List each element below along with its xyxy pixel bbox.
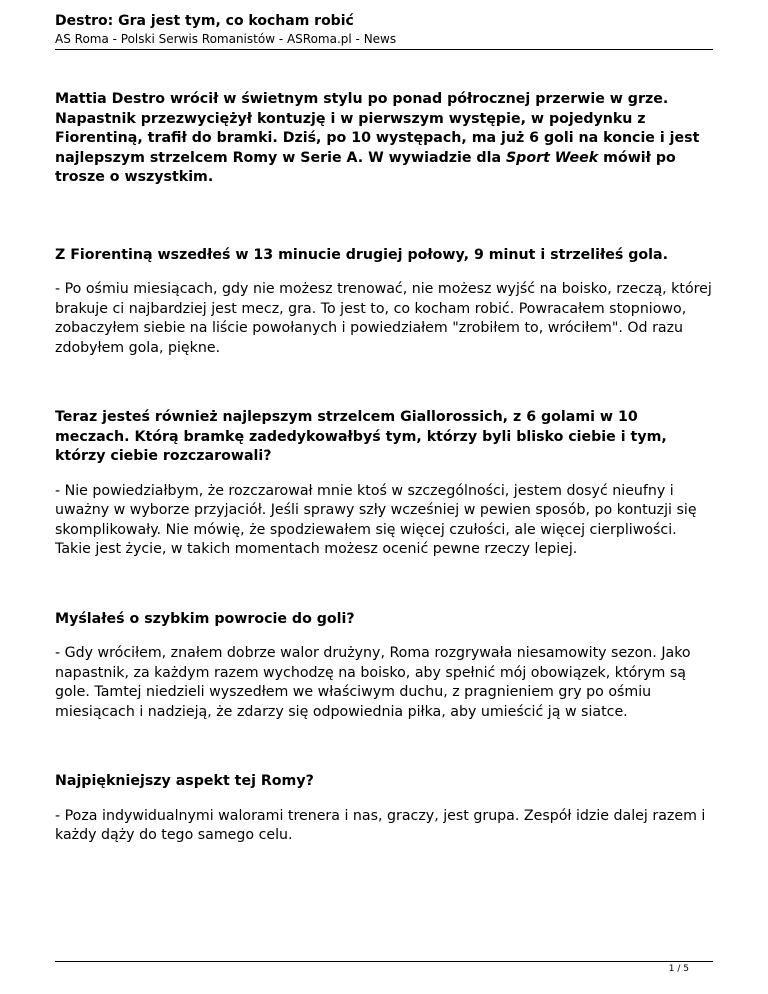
interview-answer: - Poza indywidualnymi walorami trenera i nas, graczy, jest grupa. Zespół idzie dalej razem i każdy dąży do tego samego celu. — [55, 807, 706, 843]
interview-answer: - Po ośmiu miesiącach, gdy nie możesz trenować, nie możesz wyjść na boisko, rzeczą, której brakuje ci najbardziej jest mecz, gra. To jest to, co kocham robić. Powracałem stopniowo, zobaczyłem siebie na liście powołanych i powiedziałem "zrobiłem to, wróciłem". Od razu zdobyłem gola, piękne. — [55, 281, 712, 356]
qa-item — [55, 610, 715, 723]
qa-item — [55, 408, 715, 560]
lead-text-end: mówił po trosze o wszystkim. — [55, 149, 676, 185]
page-number: 1 / 5 — [668, 964, 689, 974]
interview-question: Najpiękniejszy aspekt tej Romy? — [55, 773, 314, 789]
page-header — [55, 12, 713, 50]
qa-item — [55, 772, 715, 846]
footer-divider — [55, 961, 713, 962]
page-footer — [55, 961, 713, 974]
article-lead — [55, 90, 715, 188]
header-divider — [55, 49, 713, 50]
article-body — [55, 90, 715, 846]
site-subtitle: AS Roma - Polski Serwis Romanistów - ASRoma.pl - News — [55, 32, 397, 46]
interview-question: Z Fiorentiną wszedłeś w 13 minucie drugiej połowy, 9 minut i strzeliłeś gola. — [55, 246, 668, 263]
interview-question: Teraz jesteś również najlepszym strzelcem Giallorossich, z 6 golami w 10 meczach. Którą bramkę zadedykowałbyś tym, którzy byli blisko ciebie i tym, którzy ciebie rozczarowali? — [55, 409, 667, 464]
magazine-name: Sport Week — [505, 149, 599, 166]
interview-answer: - Nie powiedziałbym, że rozczarował mnie ktoś w szczególności, jestem dosyć nieufny i uważny w wyborze przyjaciół. Jeśli sprawy szły wcześniej w pewien sposób, po kontuzji się skomplikowały. Nie mówię, że spodziewałem się więcej czułości, ale więcej cierpliwości. Takie jest życie, w takich momentach możesz ocenić pewne rzeczy lepiej. — [55, 482, 697, 557]
page-title: Destro: Gra jest tym, co kocham robić — [55, 13, 354, 29]
qa-item — [55, 246, 715, 359]
interview-question: Myślałeś o szybkim powrocie do goli? — [55, 610, 355, 627]
interview-answer: - Gdy wróciłem, znałem dobrze walor drużyny, Roma rozgrywała niesamowity sezon. Jako napastnik, za każdym razem wychodzę na boisko, aby spełnić mój obowiązek, którym są gole. Tamtej niedzieli wyszedłem we właściwym duchu, z pragnieniem gry po ośmiu miesiącach i nadzieją, że zdarzy się odpowiednia piłka, aby umieścić ją w siatce. — [55, 645, 691, 720]
lead-text-start: Mattia Destro wrócił w świetnym stylu po ponad półrocznej przerwie w grze. Napastnik przezwyciężył kontuzję i w pierwszym występie, w pojedynku z Fiorentiną, trafił do bramki. Dziś, po 10 występach, ma już 6 goli na koncie i jest najlepszym strzelcem Romy w Serie A. W wywiadzie dla — [55, 91, 700, 166]
